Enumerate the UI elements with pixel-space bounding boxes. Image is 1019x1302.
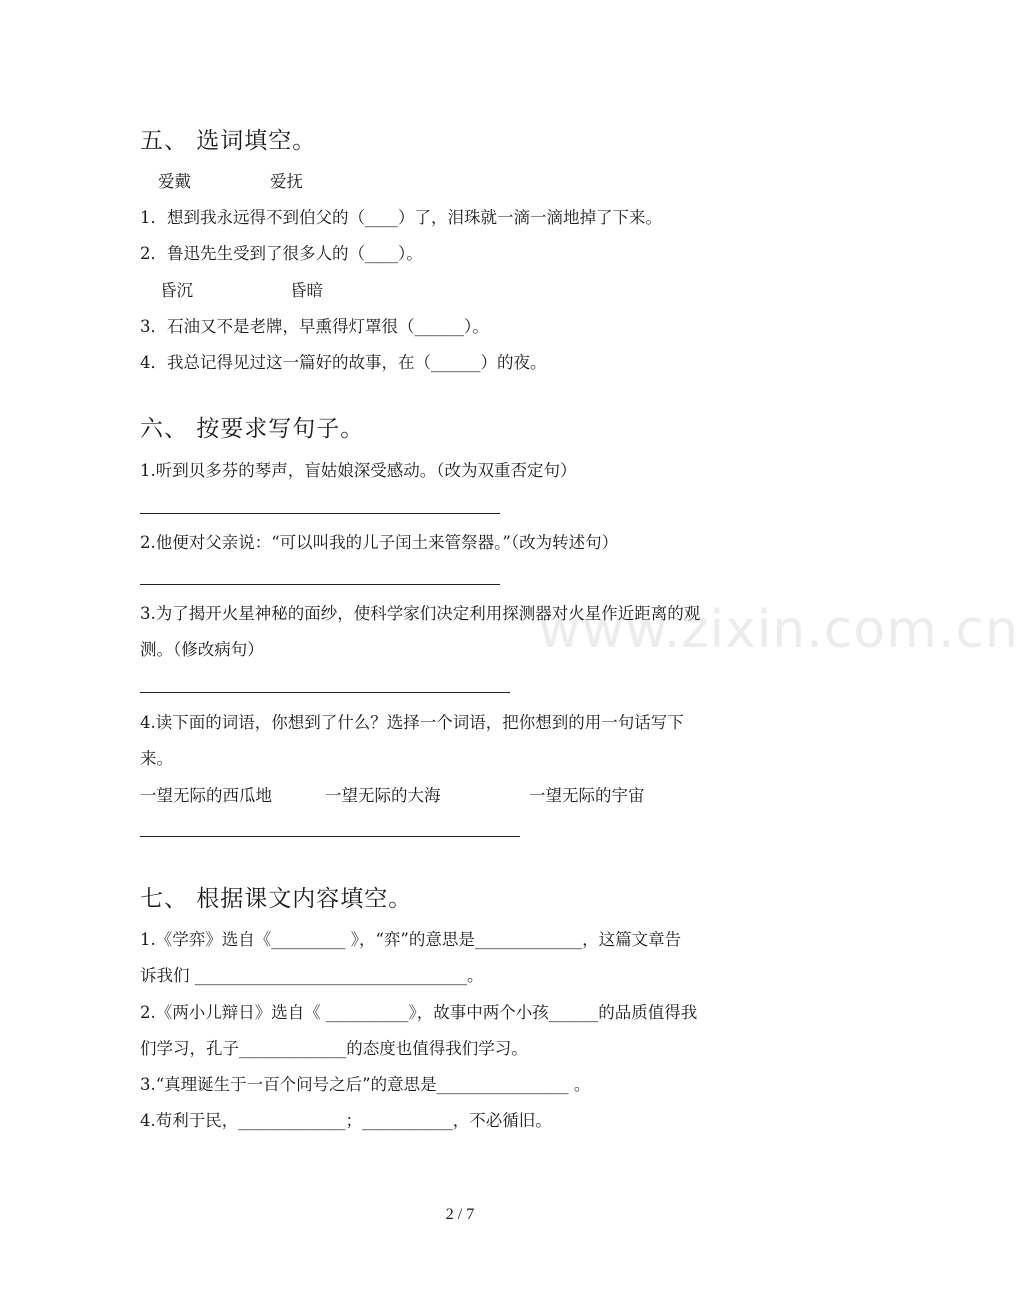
page-number: 2 / 7: [445, 1206, 475, 1223]
section-7-title: 七、 根据课文内容填空。: [140, 886, 413, 912]
question: 2.他便对父亲说：“可以叫我的儿子闰土来管祭器。”（改为转述句）: [140, 533, 619, 552]
question: 4.读下面的词语，你想到了什么？选择一个词语，把你想到的用一句话写下: [140, 713, 684, 732]
answer-line[interactable]: [140, 692, 510, 693]
word-option: 爱抚: [270, 172, 303, 191]
question-continued: 诉我们 _________________________________。: [140, 966, 484, 985]
section-6-title: 六、 按要求写句子。: [140, 416, 365, 442]
phrase-option: 一望无际的西瓜地: [140, 786, 272, 805]
answer-line[interactable]: [140, 836, 520, 837]
question: 1．想到我永远得不到伯父的（____）了，泪珠就一滴一滴地掉了下来。: [140, 208, 662, 227]
word-option: 爱戴: [158, 172, 191, 191]
question: 3．石油又不是老牌，早熏得灯罩很（______）。: [140, 317, 489, 336]
question-continued: 来。: [140, 749, 173, 768]
word-option: 昏沉: [160, 281, 193, 300]
question: 2．鲁迅先生受到了很多人的（____）。: [140, 244, 423, 263]
question: 4.苟利于民，_____________；___________，不必循旧。: [140, 1111, 552, 1130]
question: 3.为了揭开火星神秘的面纱，使科学家们决定利用探测器对火星作近距离的观: [140, 604, 701, 623]
answer-line[interactable]: [140, 513, 500, 514]
question: 2.《两小儿辩日》选自《 __________》，故事中两个小孩______的品质值得我: [140, 1003, 698, 1022]
answer-line[interactable]: [140, 584, 500, 585]
section-5-title: 五、 选词填空。: [140, 128, 317, 154]
question-continued: 们学习，孔子_____________的态度也值得我们学习。: [140, 1039, 528, 1058]
question-continued: 测。（修改病句）: [140, 640, 264, 659]
phrase-option: 一望无际的大海: [325, 786, 441, 805]
phrase-option: 一望无际的宇宙: [529, 786, 645, 805]
question: 3.“真理诞生于一百个问号之后”的意思是________________ 。: [140, 1075, 591, 1094]
question: 1.听到贝多芬的琴声，盲姑娘深受感动。（改为双重否定句）: [140, 461, 577, 480]
question: 4．我总记得见过这一篇好的故事，在（______）的夜。: [140, 353, 547, 372]
word-option: 昏暗: [290, 281, 323, 300]
watermark: www.zixin.com.cn: [538, 600, 1019, 660]
question: 1.《学弈》选自《_________ 》，“弈”的意思是_____________，这篇文章告: [140, 930, 682, 949]
